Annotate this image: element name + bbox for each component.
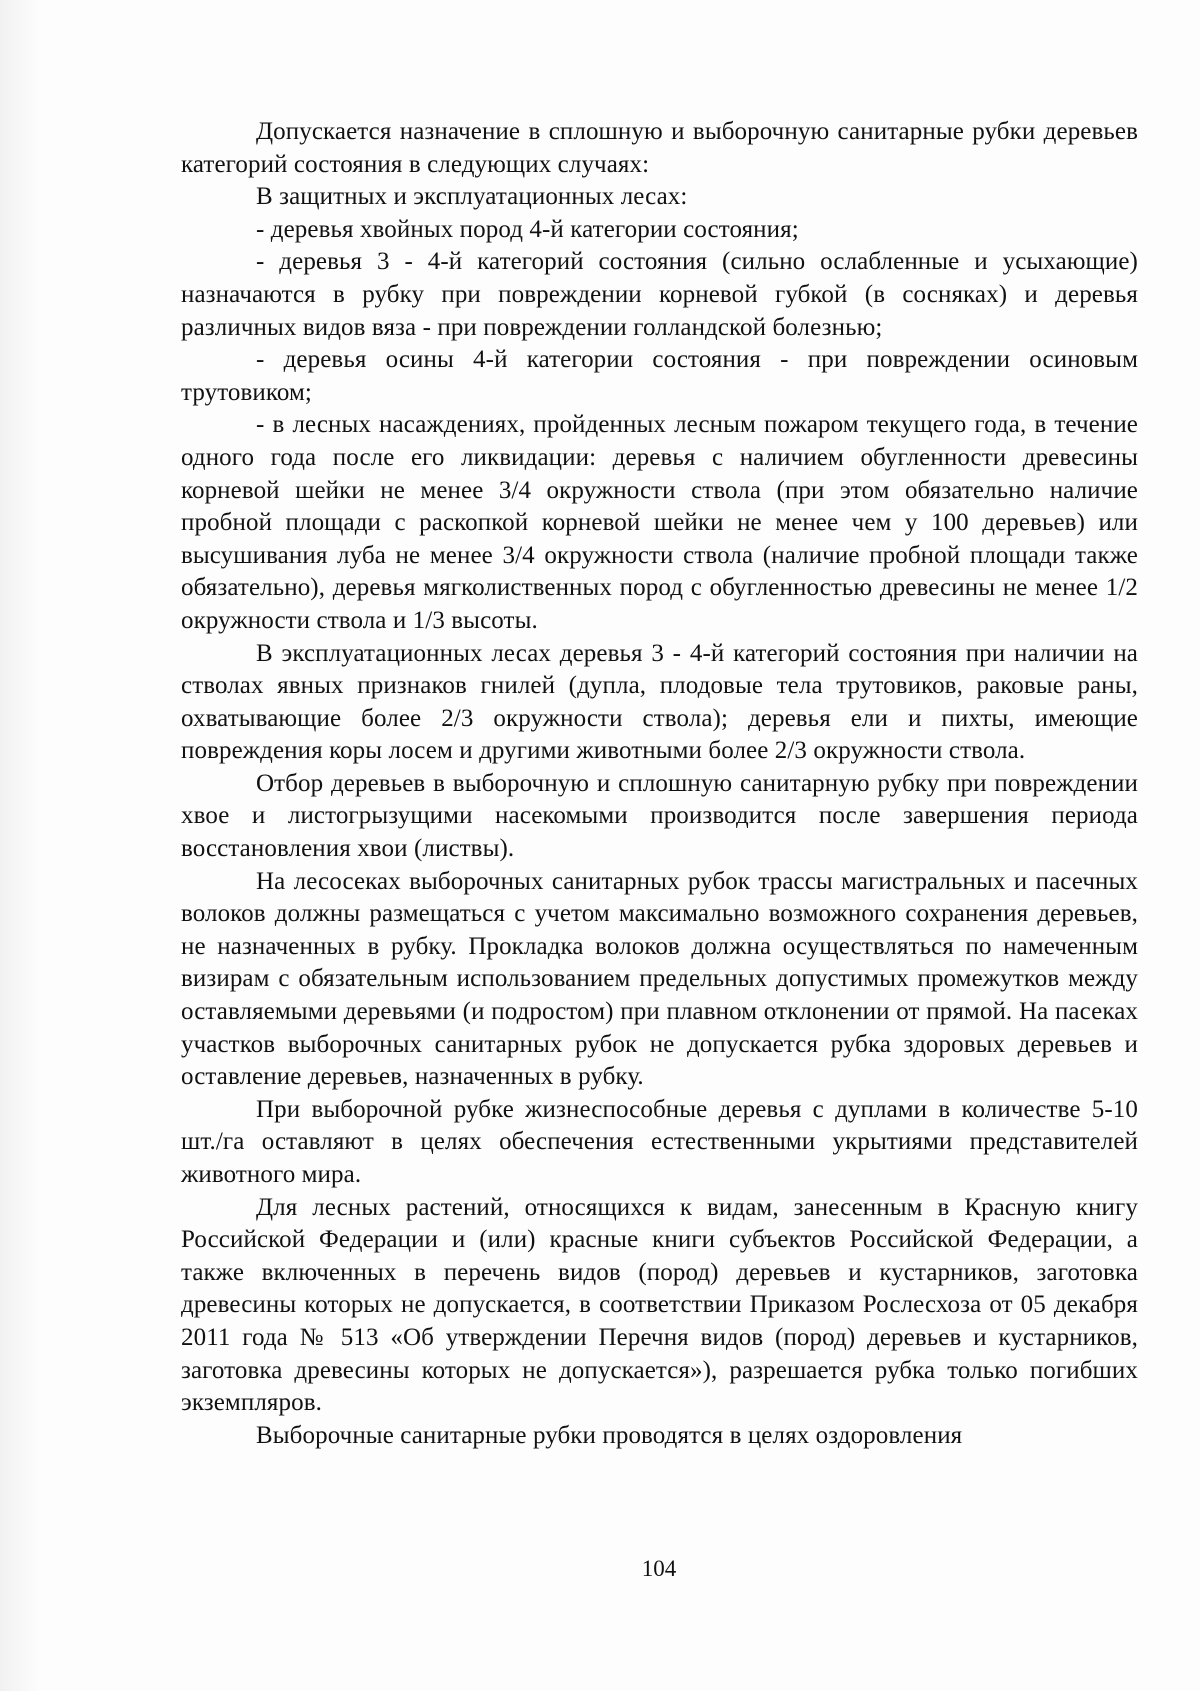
paragraph-12: Выборочные санитарные рубки проводятся в целях оздоровления <box>256 1421 963 1449</box>
paragraph-3: - деревья хвойных пород 4-й категории состояния; <box>256 215 799 243</box>
paragraph-6: - в лесных насаждениях, пройденных лесным пожаром текущего года, в течение одного года после его ликвидации: деревья с наличием обугленности древесины корневой шейки не менее 3/4 окружности ствола (при этом обязательно наличие пробной площади с раскопкой корневой шейки не менее чем у 100 деревьев) или высушивания луба не менее 3/4 окружности ствола (наличие пробной площади также обязательно), деревья мягколиственных пород с обугленностью древесины не менее 1/2 окружности ствола и 1/3 высоты. <box>181 411 1138 634</box>
document-body <box>181 116 1138 1452</box>
scan-edge-shading <box>0 0 40 1691</box>
paragraph-8: Отбор деревьев в выборочную и сплошную санитарную рубку при повреждении хвое и листогрызущими насекомыми производится после завершения периода восстановления хвои (листвы). <box>181 769 1138 863</box>
page-number: 104 <box>641 1556 677 1581</box>
paragraph-7: В эксплуатационных лесах деревья 3 - 4-й категорий состояния при наличии на стволах явных признаков гнилей (дупла, плодовые тела трутовиков, раковые раны, охватывающие более 2/3 окружности ствола); деревья ели и пихты, имеющие повреждения коры лосем и другими животными более 2/3 окружности ствола. <box>181 639 1138 765</box>
paragraph-5: - деревья осины 4-й категории состояния - при повреждении осиновым трутовиком; <box>181 346 1138 406</box>
paragraph-9: На лесосеках выборочных санитарных рубок трассы магистральных и пасечных волоков должны размещаться с учетом максимально возможного сохранения деревьев, не назначенных в рубку. Прокладка волоков должна осуществляться по намеченным визирам с обязательным использованием предельных допустимых промежутков между оставляемыми деревьями (и подростом) при плавном отклонении от прямой. На пасеках участков выборочных санитарных рубок не допускается рубка здоровых деревьев и оставление деревьев, назначенных в рубку. <box>181 867 1138 1091</box>
paragraph-2: В защитных и эксплуатационных лесах: <box>256 183 688 211</box>
paragraph-10: При выборочной рубке жизнеспособные деревья с дуплами в количестве 5-10 шт./га оставляют в целях обеспечения естественными укрытиями представителей животного мира. <box>181 1095 1138 1188</box>
paragraph-4: - деревья 3 - 4-й категорий состояния (сильно ослабленные и усыхающие) назначаются в рубку при повреждении корневой губкой (в сосняках) и деревья различных видов вяза - при повреждении голландской болезнью; <box>181 248 1138 341</box>
paragraph-11: Для лесных растений, относящихся к видам, занесенным в Красную книгу Российской Федерации и (или) красные книги субъектов Российской Федерации, а также включенных в перечень видов (пород) деревьев и кустарников, заготовка древесины которых не допускается, в соответствии Приказом Рослесхоза от 05 декабря 2011 года № 513 «Об утверждении Перечня видов (пород) деревьев и кустарников, заготовка древесины которых не допускается»), разрешается рубка только погибших экземпляров. <box>181 1193 1138 1417</box>
paragraph-1: Допускается назначение в сплошную и выборочную санитарные рубки деревьев категорий состояния в следующих случаях: <box>181 118 1138 178</box>
